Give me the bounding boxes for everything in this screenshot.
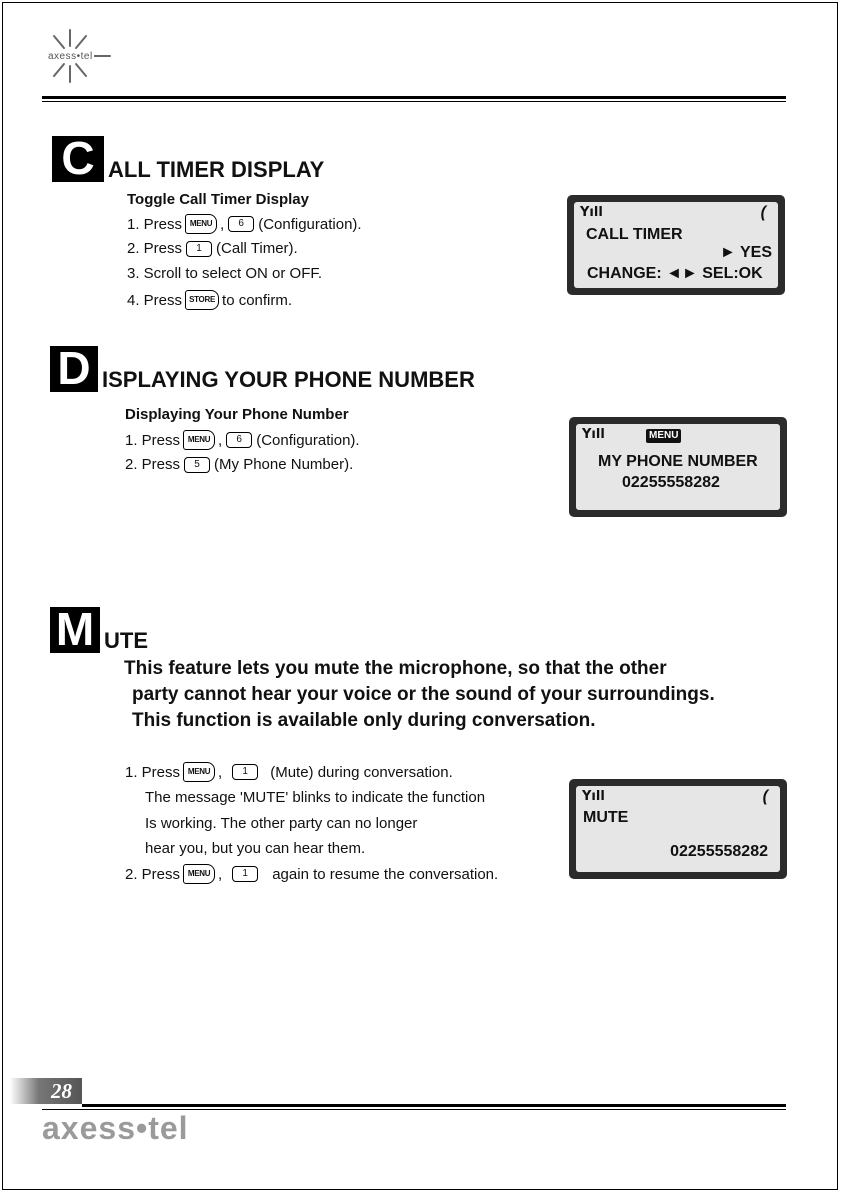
brand-logo [40, 26, 120, 86]
signal-icon: Yıll [582, 427, 605, 442]
mute-description-line-2: party cannot hear your voice or the sound of your surroundings. [132, 684, 715, 705]
lcd-line-1: MUTE [583, 809, 629, 826]
mute-step-2: 2. Press MENU , 1 again to resume the conversation. [125, 865, 499, 883]
footer-rule [82, 1104, 786, 1107]
call-timer-step-3: 3. Scroll to select ON or OFF. [127, 265, 323, 282]
section-title: ALL TIMER DISPLAY [108, 157, 325, 182]
mute-note-line-1: The message 'MUTE' blinks to indicate the function [145, 789, 486, 806]
mute-note-line-3: hear you, but you can hear them. [145, 840, 366, 857]
lcd-line-1: MY PHONE NUMBER [598, 453, 758, 470]
mute-description-line-3: This function is available only during conversation. [132, 710, 596, 731]
lcd-line-2: ► YES [719, 244, 772, 261]
section-letter: D [50, 346, 98, 392]
logo-text: axess•tel [48, 51, 93, 62]
signal-icon: Yıll [582, 789, 605, 804]
menu-key-icon: MENU [183, 762, 215, 782]
mute-step-1: 1. Press MENU , 1 (Mute) during conversation. [125, 763, 453, 781]
lcd-mute [569, 779, 787, 879]
section-letter: M [50, 607, 100, 653]
section-phone-number-heading [50, 342, 475, 394]
handset-icon: ( [760, 204, 766, 221]
key-6-icon: 6 [228, 216, 254, 232]
section-title: UTE [104, 628, 148, 653]
call-timer-step-4: 4. Press STORE to confirm. [127, 291, 293, 309]
key-1-icon: 1 [232, 764, 258, 780]
key-1-icon: 1 [186, 241, 212, 257]
mute-description-line-1: This feature lets you mute the microphone, so that the other [124, 658, 667, 679]
phone-number-step-2: 2. Press 5 (My Phone Number). [125, 456, 354, 473]
lcd-line-2: 02255558282 [670, 843, 768, 860]
key-5-icon: 5 [184, 457, 210, 473]
key-6-icon: 6 [226, 432, 252, 448]
section-title: ISPLAYING YOUR PHONE NUMBER [102, 367, 475, 392]
section-mute-heading [50, 603, 148, 655]
lcd-line-2: 02255558282 [622, 474, 720, 491]
call-timer-step-1: 1. Press MENU , 6 (Configuration). [127, 215, 362, 233]
call-timer-step-2: 2. Press 1 (Call Timer). [127, 240, 298, 257]
phone-number-subhead: Displaying Your Phone Number [125, 406, 349, 423]
menu-key-icon: MENU [183, 430, 215, 450]
section-call-timer-heading [52, 132, 325, 184]
mute-note-line-2: Is working. The other party can no longer [145, 815, 418, 832]
store-key-icon: STORE [185, 290, 219, 310]
key-1-icon: 1 [232, 866, 258, 882]
header-rule-thin [42, 101, 786, 102]
lcd-call-timer [567, 195, 785, 295]
menu-indicator-icon: MENU [646, 429, 681, 443]
footer-brand: axess•tel [42, 1110, 189, 1146]
signal-icon: Yıll [580, 205, 603, 220]
page-number: 28 [10, 1078, 82, 1104]
lcd-line-1: CALL TIMER [586, 226, 683, 243]
handset-icon: ( [762, 788, 768, 805]
call-timer-subhead: Toggle Call Timer Display [127, 191, 309, 208]
section-letter: C [52, 136, 104, 182]
header-rule [42, 96, 786, 99]
menu-key-icon: MENU [183, 864, 215, 884]
menu-key-icon: MENU [185, 214, 217, 234]
lcd-line-3: CHANGE: ◄► SEL:OK [587, 265, 763, 282]
phone-number-step-1: 1. Press MENU , 6 (Configuration). [125, 431, 360, 449]
lcd-phone-number [569, 417, 787, 517]
